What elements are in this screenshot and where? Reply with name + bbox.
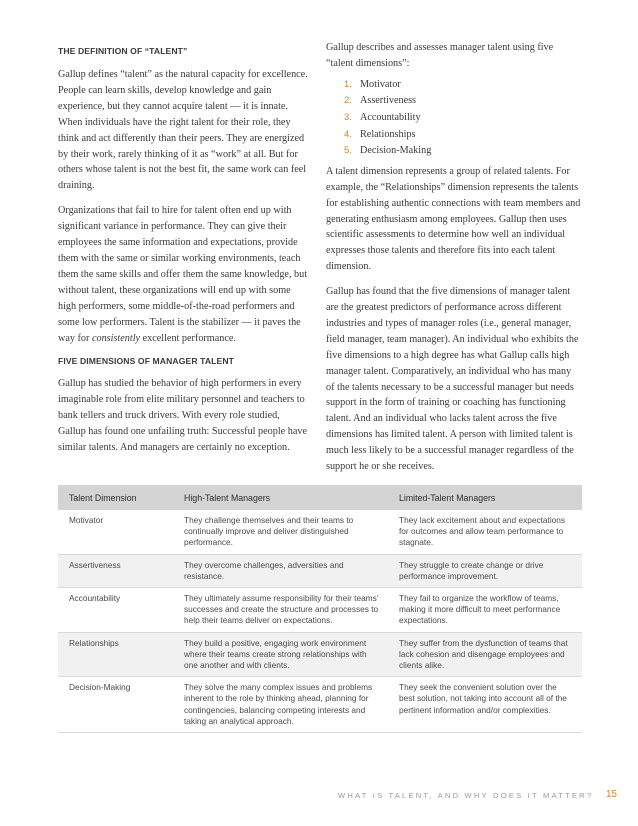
list-item-label: Accountability — [360, 112, 421, 123]
table-cell-dimension: Decision-Making — [58, 677, 173, 733]
running-footer-title: WHAT IS TALENT, AND WHY DOES IT MATTER? — [338, 791, 594, 800]
list-number: 1. — [344, 77, 352, 89]
column-header-high-talent: High-Talent Managers — [173, 485, 388, 510]
column-header-limited-talent: Limited-Talent Managers — [388, 485, 582, 510]
table-row — [58, 554, 582, 587]
paragraph-high-performers: Gallup has studied the behavior of high performers in every imaginable role from elite military personnel and teachers to bank tellers and truck drivers. With every role studied, Gallup has found one unfailing truth: Successful people have similar talents. And managers are certainly no exception. — [58, 378, 307, 454]
table-cell-dimension: Assertiveness — [58, 554, 173, 587]
table-cell-limited-talent: They seek the convenient solution over the best solution, not taking into account all of the pertinent information and/or complexities. — [388, 677, 582, 733]
table-row — [58, 588, 582, 633]
paragraph-talent-dimension-definition: A talent dimension represents a group of related talents. For example, the “Relationships” dimension represents the talents for establishing authentic connections with team members and generating enthusiasm among employees. Gallup then uses scientific assessments to determine how well an individual expresses those talents and therefore fits into each talent dimension. — [326, 165, 581, 273]
paragraph-organizations — [58, 203, 310, 346]
table-cell-high-talent: They build a positive, engaging work environment where their teams create strong relationships with one another and with clients. — [173, 632, 388, 677]
talent-dimensions-list — [326, 76, 582, 159]
right-column — [326, 40, 582, 484]
list-number: 4. — [344, 127, 352, 139]
list-item-label: Decision-Making — [360, 145, 432, 157]
list-item-label: Assertiveness — [360, 95, 417, 107]
table-row — [58, 632, 582, 677]
list-item — [344, 126, 582, 143]
list-item — [344, 142, 582, 159]
table-row — [58, 510, 582, 554]
table-header-row — [58, 485, 582, 510]
section-heading-five-dimensions: FIVE DIMENSIONS OF MANAGER TALENT — [58, 356, 234, 367]
paragraph-predictors-of-performance: Gallup has found that the five dimensions of manager talent are the greatest predictors of performance across different industries and types of manager roles (i.e., general manager, field manager, team manager). An individual who exhibits the five dimensions to a high degree has what Gallup calls high manager talent. Comparatively, an individual who has many of the talents necessary to be a successful manager but needs support in the form of training or coaching has functioning talent. And an individual who lacks talent across the five dimensions has limited talent. A person with limited talent is much less likely to be a successful manager regardless of the support he or she receives. — [326, 286, 579, 473]
list-number: 2. — [344, 94, 352, 106]
list-number: 5. — [344, 144, 352, 156]
table-cell-limited-talent: They struggle to create change or drive performance improvement. — [388, 554, 582, 587]
table-cell-high-talent: They ultimately assume responsibility for their teams’ successes and create the structure and processes to help their teams deliver on expectations. — [173, 588, 388, 633]
table-cell-dimension: Relationships — [58, 632, 173, 677]
list-item-label: Relationships — [360, 128, 416, 140]
page-number: 15 — [606, 789, 617, 800]
paragraph-talent-definition: Gallup defines “talent” as the natural capacity for excellence. People can learn skills, develop knowledge and gain experience, but they cannot acquire talent — it is innate. When individuals have the right talent for their role, they think and act differently than their peers. They are energized by their work, rarely thinking of it as “work” at all. But for others whose talent is not the best fit, the same work can feel draining. — [58, 69, 308, 192]
list-item-label: Motivator — [360, 78, 401, 90]
table-cell-limited-talent: They lack excitement about and expectations for outcomes and allow team performance to stagnate. — [388, 510, 582, 554]
column-header-talent-dimension: Talent Dimension — [58, 485, 173, 510]
section-heading-definition-of-talent: THE DEFINITION OF “TALENT” — [58, 46, 188, 56]
paragraph-organizations-end: excellent performance. — [140, 332, 236, 344]
table-cell-dimension: Motivator — [58, 510, 173, 554]
table-cell-dimension: Accountability — [58, 588, 173, 633]
list-number: 3. — [344, 111, 352, 122]
table-row — [58, 677, 582, 733]
list-item — [344, 92, 582, 109]
paragraph-organizations-text: Organizations that fail to hire for talent often end up with significant variance in performance. They can give their employees the same information and expectations, provide them with the same or similar working environments, teach them the same skills and offer them the same knowledge, but without talent, these organizations will end up with some high performers, some middle-of-the-road performers and some low performers. Talent is the stabilizer — it paves the way for — [58, 205, 308, 344]
list-item — [344, 76, 582, 93]
talent-comparison-table — [58, 485, 582, 733]
list-item — [344, 109, 582, 126]
emphasis-consistently: consistently — [91, 332, 141, 344]
table-cell-limited-talent: They fail to organize the workflow of teams, making it more difficult to meet performance expectations. — [388, 588, 582, 633]
table-cell-high-talent: They overcome challenges, adversities and resistance. — [173, 554, 388, 587]
paragraph-talent-dimensions-intro: Gallup describes and assesses manager talent using five “talent dimensions”: — [326, 42, 554, 69]
table-cell-high-talent: They solve the many complex issues and problems inherent to the role by thinking ahead, planning for contingencies, balancing competing interests and taking an analytical approach. — [173, 677, 388, 733]
table-cell-high-talent: They challenge themselves and their teams to continually improve and deliver distinguished performance. — [173, 510, 388, 554]
left-column — [58, 40, 310, 465]
table-cell-limited-talent: They suffer from the dysfunction of teams that lack cohesion and disengage employees and clients alike. — [388, 632, 582, 677]
